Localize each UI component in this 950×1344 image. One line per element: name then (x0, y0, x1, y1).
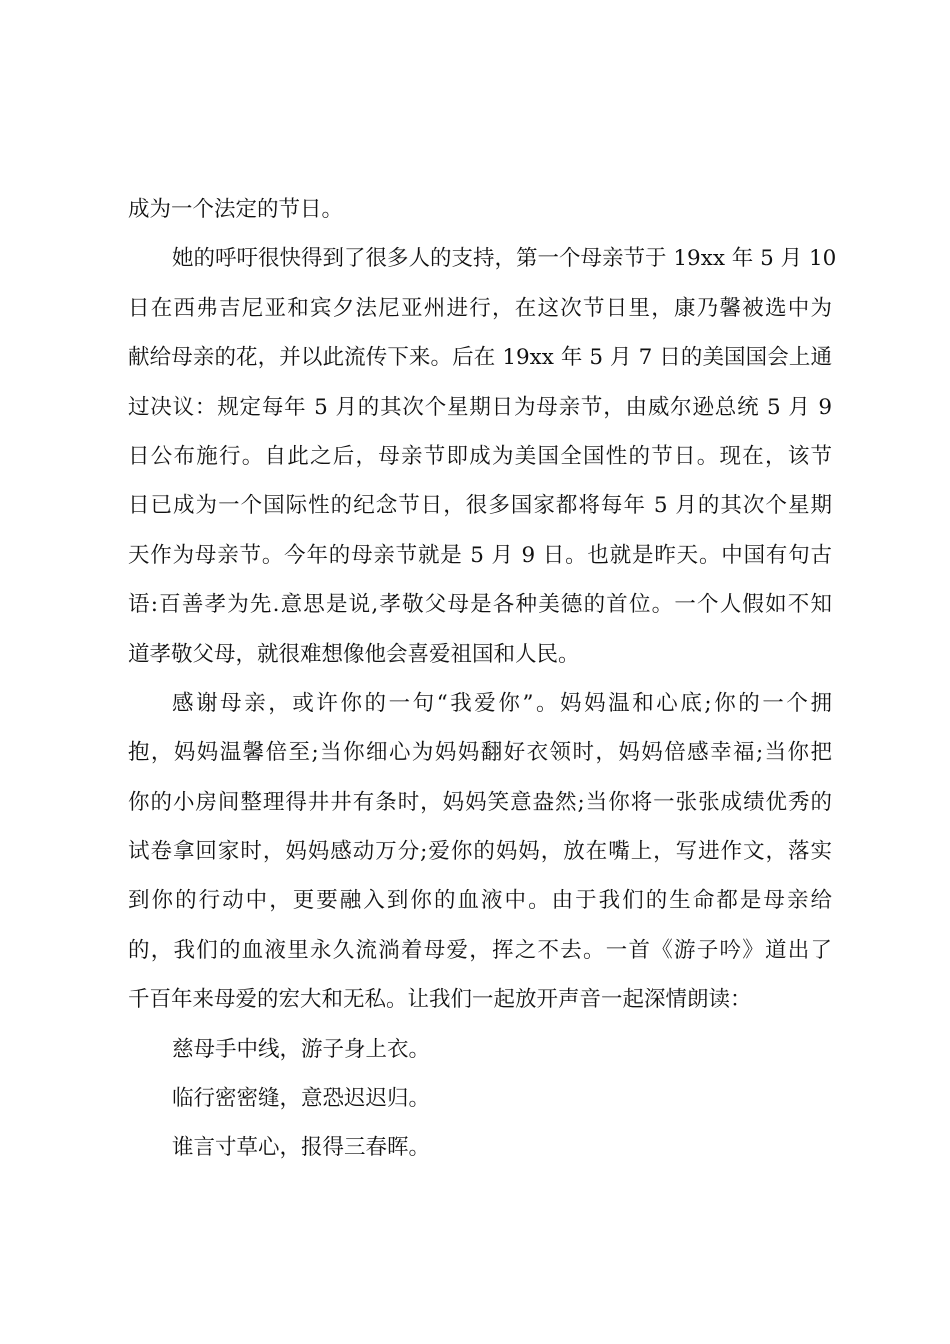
text-line: 日在西弗吉尼亚和宾夕法尼亚州进行，在这次节日里，康乃馨被选中为 (128, 295, 832, 321)
poem-line: 谁言寸草心，报得三春晖。 (172, 1135, 431, 1161)
paragraph-end-line: 千百年来母爱的宏大和无私。让我们一起放开声音一起深情朗读： (128, 987, 752, 1013)
text-line: 语:百善孝为先.意思是说,孝敬父母是各种美德的首位。一个人假如不知 (128, 592, 832, 618)
document-body (128, 185, 837, 1173)
text-line: 日已成为一个国际性的纪念节日，很多国家都将每年 5 月的其次个星期 (128, 493, 832, 519)
paragraph-start-line: 感谢母亲，或许你的一句“我爱你”。妈妈温和心底;你的一个拥 (172, 690, 832, 716)
text-line: 试卷拿回家时，妈妈感动万分;爱你的妈妈，放在嘴上，写进作文，落实 (128, 839, 832, 865)
poem-line: 慈母手中线，游子身上衣。 (172, 1036, 431, 1062)
text-line: 成为一个法定的节日。 (128, 197, 344, 222)
text-line: 天作为母亲节。今年的母亲节就是 5 月 9 日。也就是昨天。中国有句古 (128, 542, 832, 568)
text-line: 日公布施行。自此之后，母亲节即成为美国全国性的节日。现在，该节 (128, 443, 832, 469)
text-line: 抱，妈妈温馨倍至;当你细心为妈妈翻好衣领时，妈妈倍感幸福;当你把 (128, 740, 832, 766)
paragraph-start-line: 她的呼吁很快得到了很多人的支持，第一个母亲节于 19xx 年 5 月 10 (172, 246, 837, 272)
paragraph-end-line: 道孝敬父母，就很难想像他会喜爱祖国和人民。 (128, 641, 580, 667)
text-line: 过决议：规定每年 5 月的其次个星期日为母亲节，由威尔逊总统 5 月 9 (128, 394, 832, 420)
text-line: 的，我们的血液里永久流淌着母爱，挥之不去。一首《游子吟》道出了 (128, 937, 832, 963)
poem-line: 临行密密缝，意恐迟迟归。 (172, 1086, 431, 1112)
text-line: 到你的行动中，更要融入到你的血液中。由于我们的生命都是母亲给 (128, 888, 832, 914)
text-line: 献给母亲的花，并以此流传下来。后在 19xx 年 5 月 7 日的美国国会上通 (128, 345, 832, 371)
text-line: 你的小房间整理得井井有条时，妈妈笑意盎然;当你将一张张成绩优秀的 (128, 789, 832, 815)
